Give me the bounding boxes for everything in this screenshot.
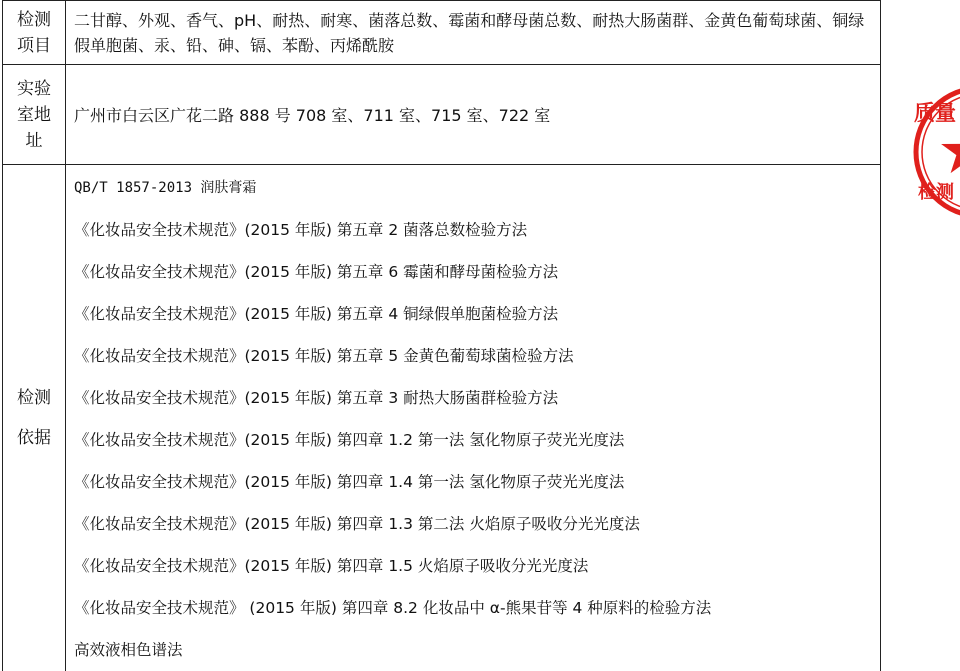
row-test-items bbox=[3, 1, 881, 65]
value-test-basis bbox=[66, 165, 881, 671]
label-test-items bbox=[3, 1, 66, 65]
basis-line: 《化妆品安全技术规范》(2015 年版) 第五章 3 耐热大肠菌群检验方法 bbox=[74, 377, 880, 419]
basis-line: 《化妆品安全技术规范》(2015 年版) 第五章 2 菌落总数检验方法 bbox=[74, 209, 880, 251]
label-lab-address-line3: 址 bbox=[3, 128, 65, 154]
basis-line: 《化妆品安全技术规范》(2015 年版) 第五章 5 金黄色葡萄球菌检验方法 bbox=[74, 335, 880, 377]
basis-line: 《化妆品安全技术规范》(2015 年版) 第五章 4 铜绿假单胞菌检验方法 bbox=[74, 293, 880, 335]
label-test-items-line2: 项目 bbox=[3, 33, 65, 59]
label-lab-address-line2: 室地 bbox=[3, 102, 65, 128]
basis-line: 《化妆品安全技术规范》(2015 年版) 第四章 1.2 第一法 氢化物原子荧光光度法 bbox=[74, 419, 880, 461]
row-lab-address bbox=[3, 65, 881, 165]
seal-top-text: 质量 bbox=[914, 101, 956, 125]
basis-line: 《化妆品安全技术规范》(2015 年版) 第四章 1.5 火焰原子吸收分光光度法 bbox=[74, 545, 880, 587]
label-lab-address-line1: 实验 bbox=[3, 76, 65, 102]
basis-line: 《化妆品安全技术规范》(2015 年版) 第五章 6 霉菌和酵母菌检验方法 bbox=[74, 251, 880, 293]
official-seal-stamp bbox=[912, 44, 960, 260]
basis-line: 《化妆品安全技术规范》(2015 年版) 第四章 1.3 第二法 火焰原子吸收分光光度法 bbox=[74, 503, 880, 545]
basis-line: 《化妆品安全技术规范》 (2015 年版) 第四章 8.2 化妆品中 α-熊果苷等 4 种原料的检验方法 bbox=[74, 587, 880, 629]
basis-line: 高效液相色谱法 bbox=[74, 629, 880, 671]
label-test-basis-line2: 依据 bbox=[3, 418, 65, 458]
seal-star-icon bbox=[941, 126, 960, 173]
label-test-items-line1: 检测 bbox=[3, 7, 65, 33]
label-lab-address bbox=[3, 65, 66, 165]
label-test-basis-line1: 检测 bbox=[3, 378, 65, 418]
basis-list bbox=[74, 165, 880, 671]
value-lab-address: 广州市白云区广花二路 888 号 708 室、711 室、715 室、722 室 bbox=[66, 65, 881, 165]
value-test-items: 二甘醇、外观、香气、pH、耐热、耐寒、菌落总数、霉菌和酵母菌总数、耐热大肠菌群、金黄色葡萄球菌、铜绿假单胞菌、汞、铅、砷、镉、苯酚、丙烯酰胺 bbox=[66, 1, 881, 65]
basis-line: 《化妆品安全技术规范》(2015 年版) 第四章 1.4 第一法 氢化物原子荧光光度法 bbox=[74, 461, 880, 503]
label-test-basis bbox=[3, 165, 66, 671]
row-test-basis bbox=[3, 165, 881, 671]
basis-line: QB/T 1857-2013 润肤膏霜 bbox=[74, 167, 880, 209]
seal-bottom-text: 检测 bbox=[918, 181, 954, 203]
detection-info-table bbox=[2, 0, 881, 671]
